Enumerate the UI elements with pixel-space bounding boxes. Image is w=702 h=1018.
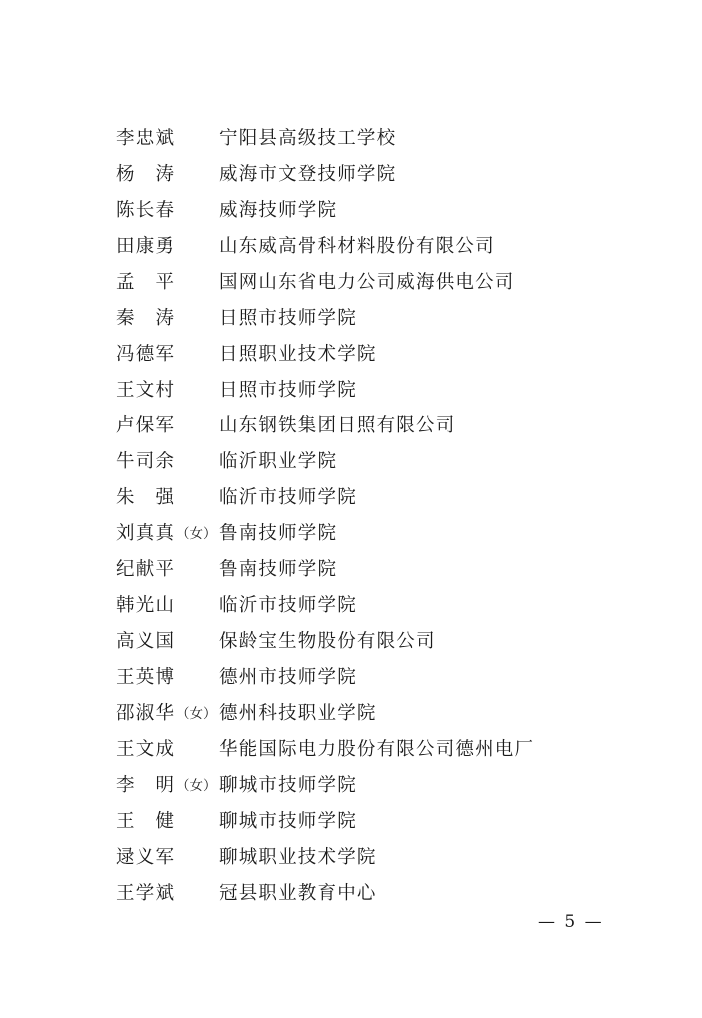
person-name: 李 明 <box>116 774 174 796</box>
gender-note: （女） <box>176 526 217 543</box>
person-name-cell <box>116 483 219 509</box>
organization-name: 威海技师学院 <box>219 199 338 221</box>
page-number: — 5 — <box>538 912 604 932</box>
person-name: 田康勇 <box>116 235 174 257</box>
organization-name: 日照市技师学院 <box>219 307 357 329</box>
person-name-cell <box>116 340 219 366</box>
list-item <box>116 622 636 658</box>
list-item <box>116 478 636 514</box>
person-name: 高义国 <box>116 631 174 653</box>
gender-note: （女） <box>176 705 217 722</box>
list-item <box>116 227 636 263</box>
organization-name: 日照市技师学院 <box>219 379 357 401</box>
list-item <box>116 155 636 191</box>
organization-name: 威海市文登技师学院 <box>219 163 397 185</box>
person-name-cell <box>116 699 219 725</box>
person-name-cell <box>116 268 219 294</box>
organization-name: 临沂市技师学院 <box>219 487 357 509</box>
organization-name: 临沂职业学院 <box>219 451 338 473</box>
list-item <box>116 335 636 371</box>
person-name: 逯义军 <box>116 846 174 868</box>
person-name-cell <box>116 411 219 437</box>
person-name-cell <box>116 232 219 258</box>
person-name: 孟 平 <box>116 271 174 293</box>
person-name: 朱 强 <box>116 487 174 509</box>
organization-name: 国网山东省电力公司威海供电公司 <box>219 271 515 293</box>
organization-name: 德州市技师学院 <box>219 667 357 689</box>
organization-name: 冠县职业教育中心 <box>219 882 377 904</box>
name-list <box>116 119 636 910</box>
list-item <box>116 766 636 802</box>
person-name: 王文村 <box>116 379 174 401</box>
person-name: 秦 涛 <box>116 307 174 329</box>
organization-name: 山东钢铁集团日照有限公司 <box>219 415 456 437</box>
list-item <box>116 802 636 838</box>
person-name-cell <box>116 663 219 689</box>
organization-name: 聊城市技师学院 <box>219 774 357 796</box>
list-item <box>116 442 636 478</box>
organization-name: 鲁南技师学院 <box>219 523 338 545</box>
list-item <box>116 299 636 335</box>
organization-name: 宁阳县高级技工学校 <box>219 127 397 149</box>
person-name: 李忠斌 <box>116 127 174 149</box>
person-name: 刘真真 <box>116 523 174 545</box>
person-name-cell <box>116 124 219 150</box>
organization-name: 聊城市技师学院 <box>219 810 357 832</box>
list-item <box>116 371 636 407</box>
person-name-cell <box>116 807 219 833</box>
person-name: 王文成 <box>116 738 174 760</box>
person-name-cell <box>116 555 219 581</box>
person-name-cell <box>116 519 219 545</box>
person-name-cell <box>116 376 219 402</box>
list-item <box>116 191 636 227</box>
person-name: 陈长春 <box>116 199 174 221</box>
organization-name: 德州科技职业学院 <box>219 702 377 724</box>
person-name: 王学斌 <box>116 882 174 904</box>
organization-name: 保龄宝生物股份有限公司 <box>219 631 436 653</box>
list-item <box>116 694 636 730</box>
person-name-cell <box>116 447 219 473</box>
person-name-cell <box>116 843 219 869</box>
person-name-cell <box>116 879 219 905</box>
list-item <box>116 407 636 443</box>
person-name: 纪献平 <box>116 559 174 581</box>
list-item <box>116 263 636 299</box>
list-item <box>116 838 636 874</box>
person-name-cell <box>116 160 219 186</box>
organization-name: 聊城职业技术学院 <box>219 846 377 868</box>
list-item <box>116 586 636 622</box>
list-item <box>116 550 636 586</box>
person-name-cell <box>116 304 219 330</box>
person-name: 王英博 <box>116 667 174 689</box>
person-name: 杨 涛 <box>116 163 174 185</box>
person-name: 卢保军 <box>116 415 174 437</box>
person-name-cell <box>116 771 219 797</box>
person-name-cell <box>116 591 219 617</box>
person-name: 冯德军 <box>116 343 174 365</box>
list-item <box>116 874 636 910</box>
organization-name: 山东威高骨科材料股份有限公司 <box>219 235 495 257</box>
person-name-cell <box>116 735 219 761</box>
list-item <box>116 514 636 550</box>
person-name-cell <box>116 627 219 653</box>
person-name: 邵淑华 <box>116 702 174 724</box>
person-name: 王 健 <box>116 810 174 832</box>
person-name: 韩光山 <box>116 595 174 617</box>
gender-note: （女） <box>176 777 217 794</box>
person-name-cell <box>116 196 219 222</box>
list-item <box>116 658 636 694</box>
organization-name: 华能国际电力股份有限公司德州电厂 <box>219 738 535 760</box>
person-name: 牛司余 <box>116 451 174 473</box>
organization-name: 鲁南技师学院 <box>219 559 338 581</box>
organization-name: 临沂市技师学院 <box>219 595 357 617</box>
organization-name: 日照职业技术学院 <box>219 343 377 365</box>
list-item <box>116 730 636 766</box>
list-item <box>116 119 636 155</box>
